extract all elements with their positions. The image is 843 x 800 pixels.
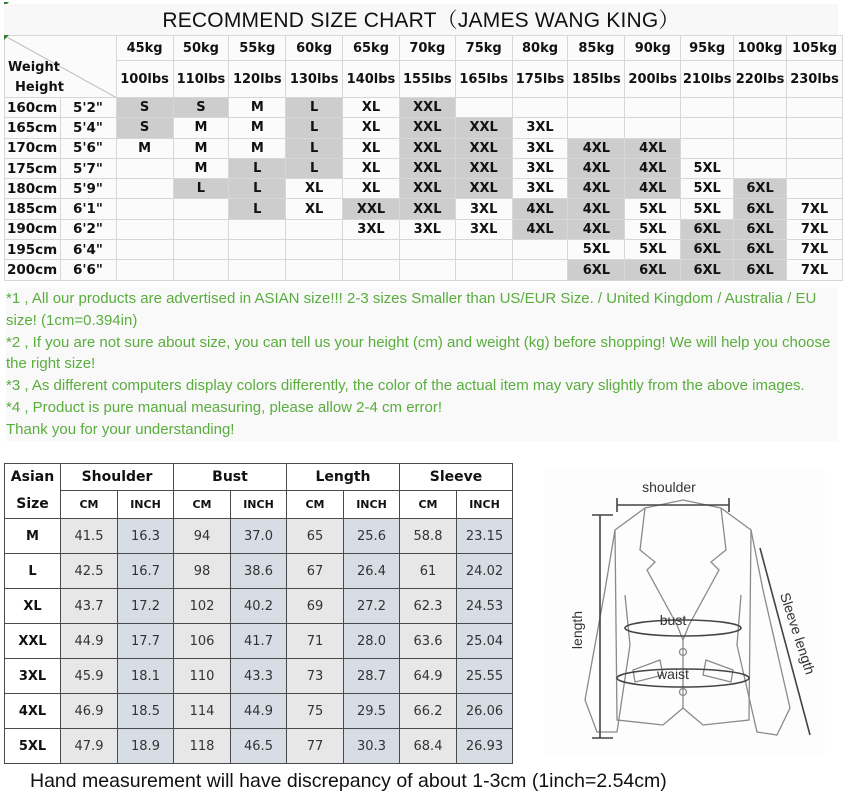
height-ft-in: 6'1" <box>60 199 116 219</box>
size-cell <box>173 199 229 219</box>
size-cell: XXL <box>455 118 512 138</box>
size-cell: XXL <box>399 199 455 219</box>
size-cell: L <box>229 199 286 219</box>
value-inch: 17.7 <box>118 624 174 659</box>
size-cell <box>787 158 843 178</box>
size-cell: 6XL <box>734 219 787 239</box>
measurement-row <box>5 589 513 624</box>
height-cm: 175cm <box>5 158 61 178</box>
height-cm: 180cm <box>5 179 61 199</box>
size-cell: 5XL <box>568 240 625 260</box>
size-cell <box>734 118 787 138</box>
unit-cm-header: CM <box>174 491 231 519</box>
size-cell: M <box>173 138 229 158</box>
notes-section <box>6 288 838 441</box>
note-thanks: Thank you for your understanding! <box>6 420 235 438</box>
size-cell <box>568 118 625 138</box>
size-cell: 3XL <box>512 158 568 178</box>
size-label: XXL <box>5 624 61 659</box>
value-cm: 58.8 <box>400 519 457 554</box>
size-cell: XXL <box>455 158 512 178</box>
measure-group-header: Sleeve <box>400 464 513 491</box>
size-cell <box>787 179 843 199</box>
value-cm: 102 <box>174 589 231 624</box>
value-inch: 24.02 <box>457 554 513 589</box>
shoulder-label: shoulder <box>642 479 696 495</box>
measurement-row <box>5 624 513 659</box>
size-cell: L <box>229 179 286 199</box>
value-cm: 106 <box>174 624 231 659</box>
size-cell: XL <box>343 98 400 118</box>
chart-title: RECOMMEND SIZE CHART（JAMES WANG KING） <box>4 4 838 35</box>
note-3: *3 , As different computers display colors differently, the color of the actual item may vary slightly from the above images. <box>6 377 805 395</box>
size-row <box>5 158 843 178</box>
size-cell: M <box>173 158 229 178</box>
measurement-row <box>5 729 513 764</box>
weight-kg-header: 60kg <box>286 36 343 61</box>
size-cell <box>343 240 400 260</box>
size-cell <box>734 98 787 118</box>
waist-label: waist <box>657 666 689 682</box>
size-cell: 6XL <box>625 260 681 280</box>
weight-lbs-header: 140lbs <box>343 61 400 98</box>
size-cell: XL <box>343 179 400 199</box>
size-cell: 6XL <box>568 260 625 280</box>
size-cell: 4XL <box>625 138 681 158</box>
value-inch: 26.06 <box>457 694 513 729</box>
size-cell: 6XL <box>734 260 787 280</box>
size-cell: 5XL <box>625 240 681 260</box>
size-label: L <box>5 554 61 589</box>
size-cell: 6XL <box>734 199 787 219</box>
height-cm: 195cm <box>5 240 61 260</box>
size-row <box>5 98 843 118</box>
weight-kg-header: 105kg <box>787 36 843 61</box>
size-cell <box>286 240 343 260</box>
value-inch: 18.1 <box>118 659 174 694</box>
weight-kg-header: 95kg <box>681 36 734 61</box>
size-cell: 6XL <box>734 240 787 260</box>
value-cm: 94 <box>174 519 231 554</box>
size-cell: 3XL <box>512 138 568 158</box>
size-cell: L <box>173 179 229 199</box>
note-2: *2 , If you are not sure about size, you can tell us your height (cm) and weight (kg) before shopping! We will help you choose the right size! <box>6 333 831 373</box>
value-inch: 29.5 <box>344 694 400 729</box>
weight-lbs-header: 220lbs <box>734 61 787 98</box>
size-cell: 5XL <box>681 199 734 219</box>
size-cell: XXL <box>399 179 455 199</box>
size-cell <box>286 260 343 280</box>
value-cm: 43.7 <box>61 589 118 624</box>
size-cell <box>399 240 455 260</box>
size-cell: M <box>116 138 173 158</box>
size-label: 4XL <box>5 694 61 729</box>
size-cell <box>455 240 512 260</box>
value-cm: 61 <box>400 554 457 589</box>
value-cm: 67 <box>287 554 344 589</box>
size-cell: XXL <box>399 138 455 158</box>
size-cell: 4XL <box>512 219 568 239</box>
size-cell: 4XL <box>568 179 625 199</box>
weight-lbs-header: 110lbs <box>173 61 229 98</box>
value-inch: 28.7 <box>344 659 400 694</box>
weight-lbs-header: 130lbs <box>286 61 343 98</box>
size-cell: S <box>173 98 229 118</box>
weight-kg-header: 70kg <box>399 36 455 61</box>
size-cell: 7XL <box>787 240 843 260</box>
size-cell: XXL <box>343 199 400 219</box>
unit-cm-header: CM <box>61 491 118 519</box>
value-inch: 23.15 <box>457 519 513 554</box>
height-label: Height <box>15 80 64 95</box>
size-row <box>5 179 843 199</box>
height-ft-in: 5'9" <box>60 179 116 199</box>
size-cell <box>568 98 625 118</box>
value-inch: 43.3 <box>231 659 287 694</box>
size-cell: 5XL <box>681 158 734 178</box>
size-cell: 4XL <box>625 158 681 178</box>
size-cell: XXL <box>399 118 455 138</box>
size-cell: 3XL <box>343 219 400 239</box>
size-cell: 3XL <box>512 179 568 199</box>
measure-group-header: Length <box>287 464 400 491</box>
size-cell <box>512 240 568 260</box>
size-cell: M <box>173 118 229 138</box>
size-cell: 6XL <box>681 240 734 260</box>
length-label: length <box>569 610 585 650</box>
size-cell: XL <box>343 158 400 178</box>
size-cell: 3XL <box>455 219 512 239</box>
value-inch: 18.5 <box>118 694 174 729</box>
weight-lbs-header: 175lbs <box>512 61 568 98</box>
note-1: *1 , All our products are advertised in ASIAN size!!! 2-3 sizes Smaller than US/EUR Size. / United Kingdom / Australia / EU size! (1cm=0.394in) <box>6 290 817 329</box>
size-label: XL <box>5 589 61 624</box>
weight-label: Weight <box>8 60 60 75</box>
weight-lbs-header: 165lbs <box>455 61 512 98</box>
size-cell: 4XL <box>568 219 625 239</box>
weight-kg-header: 90kg <box>625 36 681 61</box>
value-cm: 65 <box>287 519 344 554</box>
height-cm: 165cm <box>5 118 61 138</box>
value-cm: 68.4 <box>400 729 457 764</box>
height-cm: 160cm <box>5 98 61 118</box>
size-cell <box>229 219 286 239</box>
value-inch: 26.93 <box>457 729 513 764</box>
size-cell: 4XL <box>568 158 625 178</box>
size-cell <box>512 260 568 280</box>
weight-lbs-header: 155lbs <box>399 61 455 98</box>
size-cell: XL <box>286 199 343 219</box>
size-cell <box>343 260 400 280</box>
weight-lbs-header: 200lbs <box>625 61 681 98</box>
size-cell <box>286 219 343 239</box>
size-cell <box>455 260 512 280</box>
footer-note: Hand measurement will have discrepancy of about 1-3cm (1inch=2.54cm) <box>30 770 667 792</box>
height-ft-in: 5'6" <box>60 138 116 158</box>
value-inch: 38.6 <box>231 554 287 589</box>
measure-group-header: Shoulder <box>61 464 174 491</box>
size-cell: 6XL <box>681 219 734 239</box>
size-cell: XL <box>343 138 400 158</box>
measurement-row <box>5 659 513 694</box>
size-cell: XL <box>286 179 343 199</box>
weight-kg-header: 65kg <box>343 36 400 61</box>
value-inch: 25.04 <box>457 624 513 659</box>
size-cell <box>399 260 455 280</box>
height-ft-in: 5'2" <box>60 98 116 118</box>
size-cell: XXL <box>455 138 512 158</box>
value-inch: 25.6 <box>344 519 400 554</box>
value-cm: 114 <box>174 694 231 729</box>
size-cell: 3XL <box>455 199 512 219</box>
size-cell <box>734 138 787 158</box>
weight-kg-header: 75kg <box>455 36 512 61</box>
weight-lbs-header: 230lbs <box>787 61 843 98</box>
value-cm: 110 <box>174 659 231 694</box>
size-cell: M <box>229 118 286 138</box>
weight-kg-header: 45kg <box>116 36 173 61</box>
weight-kg-header: 85kg <box>568 36 625 61</box>
weight-kg-header: 80kg <box>512 36 568 61</box>
weight-lbs-header: 185lbs <box>568 61 625 98</box>
height-ft-in: 5'4" <box>60 118 116 138</box>
size-cell: L <box>286 138 343 158</box>
size-cell: XL <box>343 118 400 138</box>
size-cell <box>173 240 229 260</box>
value-inch: 37.0 <box>231 519 287 554</box>
size-row <box>5 199 843 219</box>
size-cell: 6XL <box>681 260 734 280</box>
weight-kg-header: 55kg <box>229 36 286 61</box>
value-cm: 41.5 <box>61 519 118 554</box>
jacket-illustration-icon <box>545 470 825 755</box>
value-cm: 45.9 <box>61 659 118 694</box>
value-cm: 75 <box>287 694 344 729</box>
value-cm: 47.9 <box>61 729 118 764</box>
value-inch: 16.3 <box>118 519 174 554</box>
size-cell: XXL <box>455 179 512 199</box>
unit-inch-header: INCH <box>118 491 174 519</box>
value-cm: 63.6 <box>400 624 457 659</box>
size-cell <box>116 199 173 219</box>
size-cell <box>116 179 173 199</box>
measure-group-header: Bust <box>174 464 287 491</box>
size-cell <box>229 240 286 260</box>
value-inch: 27.2 <box>344 589 400 624</box>
size-recommendation-table <box>4 35 843 281</box>
value-inch: 16.7 <box>118 554 174 589</box>
size-cell <box>116 219 173 239</box>
size-cell: 5XL <box>625 219 681 239</box>
value-inch: 46.5 <box>231 729 287 764</box>
size-cell: L <box>286 158 343 178</box>
size-cell: S <box>116 118 173 138</box>
jacket-measurement-diagram <box>545 470 825 755</box>
unit-inch-header: INCH <box>457 491 513 519</box>
size-cell: M <box>229 98 286 118</box>
size-cell <box>681 138 734 158</box>
size-cell: XXL <box>399 98 455 118</box>
note-4: *4 , Product is pure manual measuring, please allow 2-4 cm error! <box>6 398 443 416</box>
size-row <box>5 219 843 239</box>
height-cm: 200cm <box>5 260 61 280</box>
height-ft-in: 6'6" <box>60 260 116 280</box>
size-cell <box>173 260 229 280</box>
size-cell: 5XL <box>681 179 734 199</box>
size-cell <box>625 118 681 138</box>
size-cell <box>681 98 734 118</box>
value-cm: 71 <box>287 624 344 659</box>
asian-size-header <box>5 464 61 519</box>
size-row <box>5 240 843 260</box>
unit-inch-header: INCH <box>231 491 287 519</box>
value-cm: 46.9 <box>61 694 118 729</box>
size-cell: L <box>286 118 343 138</box>
size-cell: L <box>286 98 343 118</box>
size-cell <box>681 118 734 138</box>
size-cell <box>625 98 681 118</box>
value-cm: 77 <box>287 729 344 764</box>
size-cell: 6XL <box>734 179 787 199</box>
height-ft-in: 6'2" <box>60 219 116 239</box>
value-cm: 66.2 <box>400 694 457 729</box>
size-cell <box>787 138 843 158</box>
size-cell: 4XL <box>512 199 568 219</box>
weight-kg-header: 100kg <box>734 36 787 61</box>
size-row <box>5 118 843 138</box>
value-cm: 69 <box>287 589 344 624</box>
size-cell: 7XL <box>787 219 843 239</box>
size-row <box>5 138 843 158</box>
value-cm: 62.3 <box>400 589 457 624</box>
height-cm: 170cm <box>5 138 61 158</box>
weight-lbs-header: 100lbs <box>116 61 173 98</box>
size-cell <box>512 98 568 118</box>
value-inch: 44.9 <box>231 694 287 729</box>
value-inch: 17.2 <box>118 589 174 624</box>
size-cell <box>787 118 843 138</box>
size-cell: 5XL <box>625 199 681 219</box>
value-inch: 30.3 <box>344 729 400 764</box>
unit-cm-header: CM <box>287 491 344 519</box>
value-inch: 41.7 <box>231 624 287 659</box>
size-cell <box>116 240 173 260</box>
asian-label: Asian <box>10 469 55 485</box>
size-cell: 4XL <box>568 199 625 219</box>
size-label: 3XL <box>5 659 61 694</box>
size-cell: S <box>116 98 173 118</box>
value-inch: 25.55 <box>457 659 513 694</box>
value-inch: 40.2 <box>231 589 287 624</box>
size-cell: L <box>229 158 286 178</box>
size-cell <box>116 158 173 178</box>
unit-inch-header: INCH <box>344 491 400 519</box>
weight-kg-header: 50kg <box>173 36 229 61</box>
size-cell <box>455 98 512 118</box>
height-cm: 190cm <box>5 219 61 239</box>
value-cm: 42.5 <box>61 554 118 589</box>
sleeve-length-label: Sleeve length <box>777 590 819 677</box>
size-label: M <box>5 519 61 554</box>
size-cell: 4XL <box>625 179 681 199</box>
weight-lbs-header: 120lbs <box>229 61 286 98</box>
value-cm: 64.9 <box>400 659 457 694</box>
value-cm: 118 <box>174 729 231 764</box>
size-cell <box>229 260 286 280</box>
size-cell: 3XL <box>399 219 455 239</box>
size-cell: 7XL <box>787 260 843 280</box>
value-inch: 24.53 <box>457 589 513 624</box>
size-label: Size <box>16 496 49 512</box>
value-cm: 73 <box>287 659 344 694</box>
height-ft-in: 6'4" <box>60 240 116 260</box>
size-row <box>5 260 843 280</box>
value-inch: 28.0 <box>344 624 400 659</box>
measurement-row <box>5 519 513 554</box>
value-cm: 44.9 <box>61 624 118 659</box>
size-cell: XXL <box>399 158 455 178</box>
size-cell: 3XL <box>512 118 568 138</box>
value-inch: 26.4 <box>344 554 400 589</box>
measurement-row <box>5 694 513 729</box>
value-cm: 98 <box>174 554 231 589</box>
size-cell <box>734 158 787 178</box>
size-label: 5XL <box>5 729 61 764</box>
bust-label: bust <box>659 612 687 628</box>
height-ft-in: 5'7" <box>60 158 116 178</box>
size-cell: 4XL <box>568 138 625 158</box>
size-cell <box>787 98 843 118</box>
size-cell <box>173 219 229 239</box>
value-inch: 18.9 <box>118 729 174 764</box>
weight-lbs-header: 210lbs <box>681 61 734 98</box>
corner-marker <box>4 35 9 40</box>
size-cell: 7XL <box>787 199 843 219</box>
unit-cm-header: CM <box>400 491 457 519</box>
measurement-table <box>4 463 513 764</box>
size-cell <box>116 260 173 280</box>
size-cell: M <box>229 138 286 158</box>
measurement-row <box>5 554 513 589</box>
corner-header <box>5 36 117 98</box>
height-cm: 185cm <box>5 199 61 219</box>
